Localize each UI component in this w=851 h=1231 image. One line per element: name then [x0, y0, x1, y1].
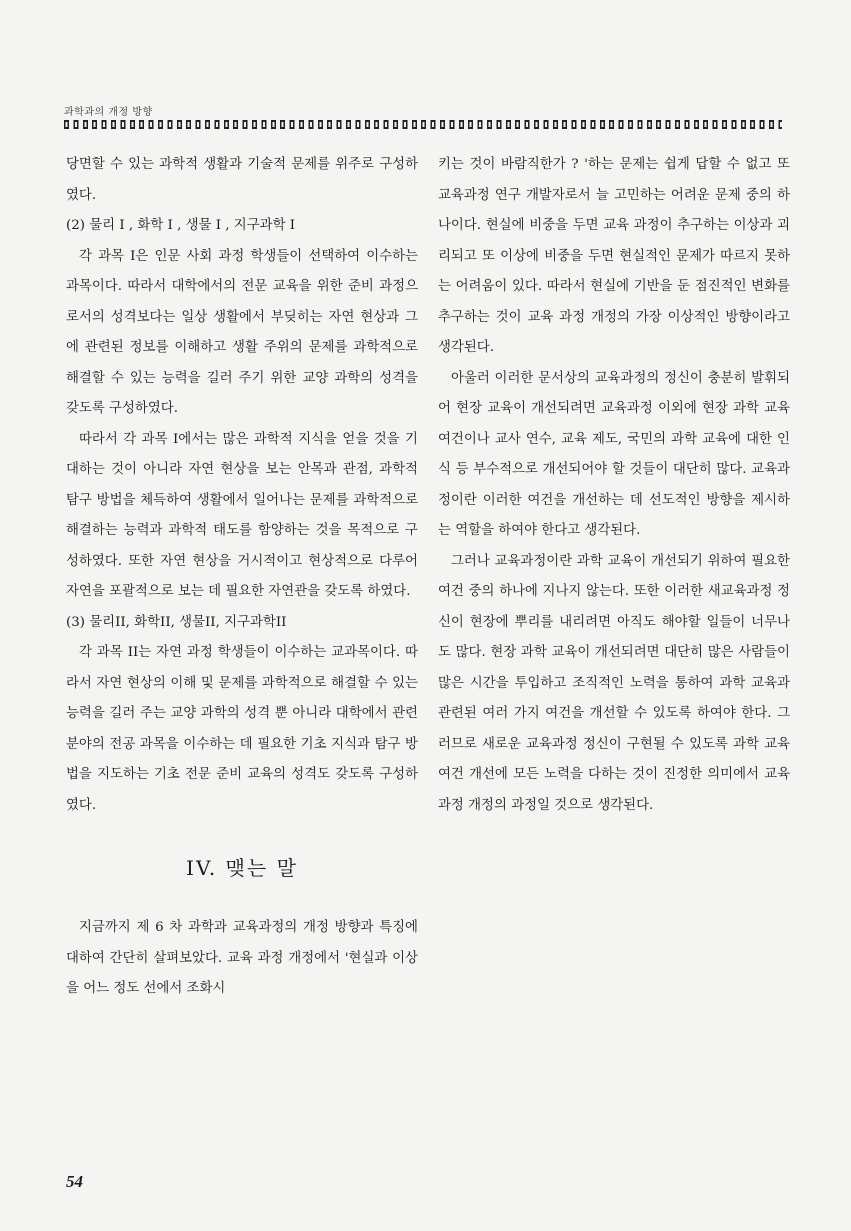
body-paragraph: 아울러 이러한 문서상의 교육과정의 정신이 충분히 발휘되어 현장 교육이 개선되려면 교육과정 이외에 현장 과학 교육 여건이나 교사 연수, 교육 제도, 국민의 과학 교육에 대한 인식 등 부수적으로 개선되어야 할 것들이 대단히 많다. 교육과정이란 이러한 여건을 개선하는 데 선도적인 방향을 제시하는 역할을 하여야 한다고 생각된다. [438, 370, 790, 538]
body-paragraph: 각 과목 I은 인문 사회 과정 학생들이 선택하여 이수하는 과목이다. 따라서 대학에서의 전문 교육을 위한 준비 과정으로서의 성격보다는 일상 생활에서 부딪히는 자연 현상과 그에 관련된 정보를 이해하고 생활 주위의 문제를 과학적으로 해결할 수 있는 능력을 길러 주기 위한 교양 과학의 성격을 갖도록 구성하였다. [66, 248, 418, 416]
section-title: IV. 맺는 말 [186, 856, 298, 880]
page-number: 54 [66, 1172, 83, 1191]
left-column [66, 150, 418, 1005]
subsection-heading: (3) 물리II, 화학II, 생물II, 지구과학II [66, 614, 287, 630]
body-paragraph: 그러나 교육과정이란 과학 교육이 개선되기 위하여 필요한 여건 중의 하나에 지나지 않는다. 또한 이러한 새교육과정 정신이 현장에 뿌리를 내리려면 아직도 해야할 일들이 너무나도 많다. 현장 과학 교육이 개선되려면 대단히 많은 사람들이 많은 시간을 투입하고 조직적인 노력을 통하여 과학 교육과 관련된 여러 가지 여건을 개선할 수 있도록 하여야 한다. 그러므로 새로운 교육과정 정신이 구현될 수 있도록 과학 교육 여건 개선에 모든 노력을 다하는 것이 진정한 의미에서 교육과정 개정의 과정일 것으로 생각된다. [438, 553, 790, 813]
right-column [438, 150, 790, 821]
body-paragraph: 당면할 수 있는 과학적 생활과 기술적 문제를 위주로 구성하였다. [66, 157, 418, 203]
body-paragraph: 키는 것이 바람직한가 ? '하는 문제는 쉽게 답할 수 없고 또 교육과정 연구 개발자로서 늘 고민하는 어려운 문제 중의 하나이다. 현실에 비중을 두면 교육 과정이 추구하는 이상과 괴리되고 또 이상에 비중을 두면 현실적인 문제가 따르지 못하는 어려움이 있다. 따라서 현실에 기반을 둔 점진적인 변화를 추구하는 것이 교육 과정 개정의 가장 이상적인 방향이라고 생각된다. [438, 157, 790, 355]
running-head: 과학과의 개정 방향 [64, 107, 153, 118]
body-paragraph: 지금까지 제 6 차 과학과 교육과정의 개정 방향과 특징에 대하여 간단히 살펴보았다. 교육 과정 개정에서 '현실과 이상을 어느 정도 선에서 조화시 [66, 920, 418, 996]
body-paragraph: 따라서 각 과목 I에서는 많은 과학적 지식을 얻을 것을 기대하는 것이 아니라 자연 현상을 보는 안목과 관점, 과학적 탐구 방법을 체득하여 생활에서 일어나는 문제를 과학적으로 해결하는 능력과 과학적 태도를 함양하는 것을 목적으로 구성하였다. 또한 자연 현상을 거시적이고 현상적으로 다루어 자연을 포괄적으로 보는 데 필요한 자연관을 갖도록 하였다. [66, 431, 418, 599]
subsection-heading: (2) 물리 I , 화학 I , 생물 I , 지구과학 I [66, 218, 296, 233]
header-dotted-rule [64, 120, 782, 129]
body-paragraph: 각 과목 II는 자연 과정 학생들이 이수하는 교과목이다. 따라서 자연 현상의 이해 및 문제를 과학적으로 해결할 수 있는 능력을 길러 주는 교양 과학의 성격 뿐 아니라 대학에서 관련 분야의 전공 과목을 이수하는 데 필요한 기초 지식과 탐구 방법을 지도하는 기초 전문 준비 교육의 성격도 갖도록 구성하였다. [66, 645, 418, 813]
